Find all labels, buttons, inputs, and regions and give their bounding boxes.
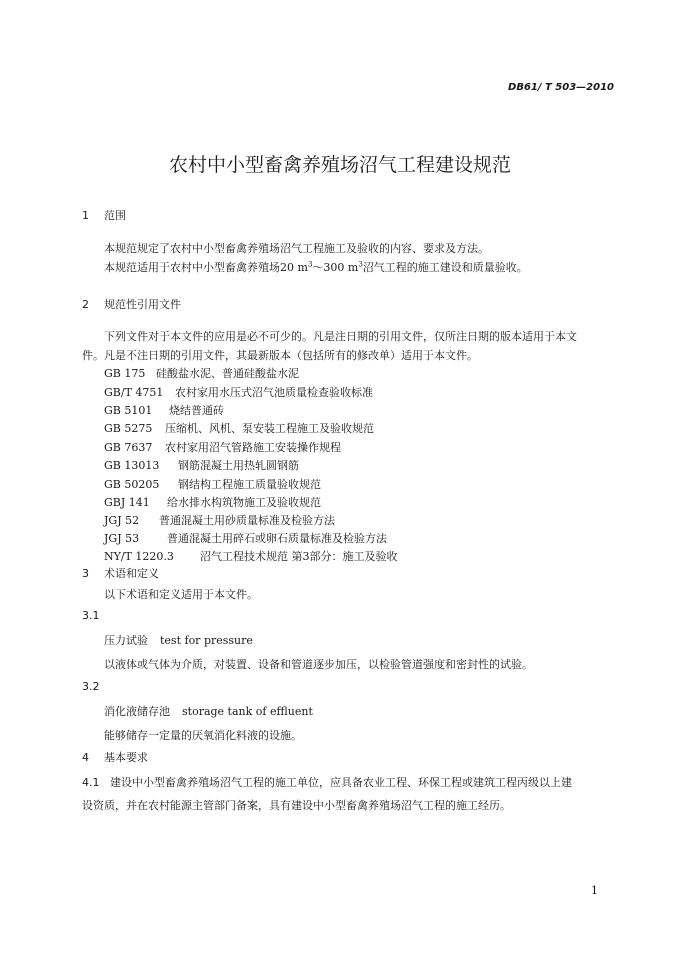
section-title: 规范性引用文件 bbox=[104, 298, 181, 311]
term-3-2-number: 3.2 bbox=[82, 680, 100, 693]
standard-code: DB61/ T 503—2010 bbox=[508, 82, 614, 93]
references-intro-line-1: 下列文件对于本文件的应用是必不可少的。凡是注日期的引用文件，仅所注日期的版本适用于本文 bbox=[104, 330, 577, 343]
reference-code: GB 175 bbox=[104, 367, 146, 380]
section-3-heading bbox=[82, 565, 159, 581]
reference-title: 沼气工程技术规范 第3部分：施工及验收 bbox=[200, 550, 398, 563]
reference-title: 烧结普通砖 bbox=[169, 404, 224, 417]
reference-code: GB 5275 bbox=[104, 422, 153, 435]
reference-title: 农村家用水压式沼气池质量检查验收标准 bbox=[175, 386, 373, 399]
reference-title: 钢筋混凝土用热轧圆钢筋 bbox=[178, 459, 299, 472]
term-en: storage tank of effluent bbox=[182, 705, 313, 718]
reference-title: 农村家用沼气管路施工安装操作规程 bbox=[165, 441, 341, 454]
scope-text-a: 本规范适用于农村中小型畜禽养殖场20 m bbox=[104, 261, 308, 274]
reference-code: NY/T 1220.3 bbox=[104, 550, 174, 563]
reference-item bbox=[104, 476, 321, 492]
reference-item bbox=[104, 512, 335, 528]
reference-item bbox=[104, 457, 299, 473]
section-number: 3 bbox=[82, 567, 89, 580]
scope-paragraph-2 bbox=[104, 259, 528, 275]
reference-item bbox=[104, 548, 398, 564]
term-3-1-number: 3.1 bbox=[82, 609, 100, 622]
reference-title: 普通混凝土用砂质量标准及检验方法 bbox=[159, 514, 335, 527]
terms-intro: 以下术语和定义适用于本文件。 bbox=[104, 588, 258, 601]
section-1-heading bbox=[82, 207, 126, 223]
reference-item bbox=[104, 420, 374, 436]
section-number: 4 bbox=[82, 751, 89, 764]
references-intro-line-2: 件。凡是不注日期的引用文件，其最新版本（包括所有的修改单）适用于本文件。 bbox=[82, 349, 478, 362]
term-zh: 消化液储存池 bbox=[104, 705, 170, 718]
term-3-2-definition: 能够储存一定量的厌氧消化料液的设施。 bbox=[104, 729, 302, 742]
scope-text-b: ～300 m bbox=[312, 261, 359, 274]
clause-text: 建设中小型畜禽养殖场沼气工程的施工单位，应具备农业工程、环保工程或建筑工程丙级以上建 bbox=[110, 776, 572, 789]
clause-4-1-line-2: 设资质，并在农村能源主管部门备案，具有建设中小型畜禽养殖场沼气工程的施工经历。 bbox=[82, 799, 511, 812]
reference-code: GB 7637 bbox=[104, 441, 153, 454]
scope-text-c: 沼气工程的施工建设和质量验收。 bbox=[362, 261, 528, 274]
document-title: 农村中小型畜禽养殖场沼气工程建设规范 bbox=[168, 154, 511, 176]
reference-title: 普通混凝土用碎石或卵石质量标准及检验方法 bbox=[167, 532, 387, 545]
section-title: 术语和定义 bbox=[104, 567, 159, 580]
clause-4-1-line-1 bbox=[82, 774, 572, 790]
reference-item bbox=[104, 365, 299, 381]
reference-title: 硅酸盐水泥、普通硅酸盐水泥 bbox=[156, 367, 299, 380]
reference-code: GBJ 141 bbox=[104, 496, 150, 509]
section-number: 2 bbox=[82, 298, 89, 311]
reference-item bbox=[104, 402, 224, 418]
reference-item bbox=[104, 494, 321, 510]
reference-item bbox=[104, 530, 387, 546]
term-3-2-name bbox=[104, 703, 313, 719]
term-zh: 压力试验 bbox=[104, 634, 148, 647]
reference-code: JGJ 53 bbox=[104, 532, 140, 545]
section-4-heading bbox=[82, 749, 148, 765]
superscript: 3 bbox=[358, 260, 363, 269]
section-number: 1 bbox=[82, 209, 89, 222]
section-title: 范围 bbox=[104, 209, 126, 222]
reference-code: GB 5101 bbox=[104, 404, 153, 417]
reference-title: 钢结构工程施工质量验收规范 bbox=[178, 478, 321, 491]
term-3-1-name bbox=[104, 632, 253, 648]
reference-code: GB 50205 bbox=[104, 478, 160, 491]
reference-item bbox=[104, 384, 373, 400]
page-number: 1 bbox=[591, 884, 598, 897]
reference-code: JGJ 52 bbox=[104, 514, 140, 527]
section-title: 基本要求 bbox=[104, 751, 148, 764]
section-2-heading bbox=[82, 296, 181, 312]
reference-item bbox=[104, 439, 341, 455]
reference-title: 压缩机、风机、泵安装工程施工及验收规范 bbox=[165, 422, 374, 435]
scope-paragraph-1: 本规范规定了农村中小型畜禽养殖场沼气工程施工及验收的内容、要求及方法。 bbox=[104, 242, 489, 255]
clause-number: 4.1 bbox=[82, 776, 100, 789]
reference-code: GB/T 4751 bbox=[104, 386, 164, 399]
superscript: 3 bbox=[307, 260, 313, 269]
reference-code: GB 13013 bbox=[104, 459, 160, 472]
reference-title: 给水排水构筑物施工及验收规范 bbox=[167, 496, 321, 509]
term-3-1-definition: 以液体或气体为介质，对装置、设备和管道逐步加压，以检验管道强度和密封性的试验。 bbox=[104, 658, 533, 671]
term-en: test for pressure bbox=[160, 634, 253, 647]
